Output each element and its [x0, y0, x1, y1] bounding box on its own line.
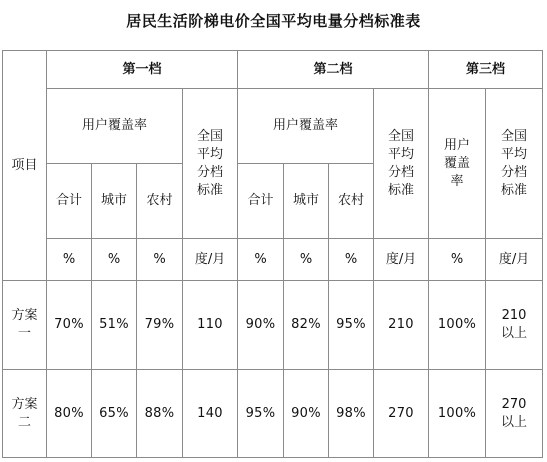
plan-2-tier-3-standard: 270以上: [501, 396, 528, 430]
subheader-row: [3, 89, 543, 164]
tier-3-standard-header: [486, 89, 543, 239]
table-cell: 95%: [238, 370, 284, 458]
unit-cell: 度/月: [183, 239, 238, 281]
tier-3-header: 第三档: [429, 51, 543, 89]
unit-cell: 度/月: [486, 239, 543, 281]
tier-3-standard-label: 全国平均分档标准: [501, 128, 528, 198]
tier-2-rural-header: 农村: [329, 164, 374, 239]
tier-1-standard-label: 全国平均分档标准: [196, 128, 223, 198]
table-row: [3, 281, 543, 370]
tier-1-coverage-header: 用户覆盖率: [47, 89, 183, 164]
table-cell: 100%: [429, 281, 486, 370]
table-cell: 100%: [429, 370, 486, 458]
tier-3-coverage-header: [429, 89, 486, 239]
plan-1-label: [3, 281, 47, 370]
unit-cell: %: [284, 239, 329, 281]
table-cell: 98%: [329, 370, 374, 458]
tier-1-total-header: 合计: [47, 164, 92, 239]
table-cell: 79%: [137, 281, 183, 370]
tier-3-coverage-label: 用户覆盖率: [444, 137, 471, 189]
unit-cell: %: [238, 239, 284, 281]
table-cell: 80%: [47, 370, 92, 458]
tier-2-header: 第二档: [238, 51, 429, 89]
table-cell: 82%: [284, 281, 329, 370]
tier-1-standard-header: [183, 89, 238, 239]
plan-2-label-text: 方案二: [11, 396, 38, 430]
plan-1-label-text: 方案一: [11, 308, 38, 341]
table-cell: 70%: [47, 281, 92, 370]
tier-2-standard-header: [374, 89, 429, 239]
unit-cell: %: [429, 239, 486, 281]
tier-header-row: [3, 51, 543, 89]
plan-1-tier-3-standard: 210以上: [501, 308, 528, 341]
unit-cell: 度/月: [374, 239, 429, 281]
unit-cell: %: [47, 239, 92, 281]
table-cell: [486, 281, 543, 370]
table-cell: [486, 370, 543, 458]
tier-1-rural-header: 农村: [137, 164, 183, 239]
tier-1-header: 第一档: [47, 51, 238, 89]
table-cell: 65%: [92, 370, 137, 458]
table-cell: 90%: [284, 370, 329, 458]
tier-2-coverage-header: 用户覆盖率: [238, 89, 374, 164]
tier-2-city-header: 城市: [284, 164, 329, 239]
table-cell: 270: [374, 370, 429, 458]
table-cell: 88%: [137, 370, 183, 458]
tier-1-city-header: 城市: [92, 164, 137, 239]
plan-2-label: [3, 370, 47, 458]
unit-cell: %: [137, 239, 183, 281]
table-title: 居民生活阶梯电价全国平均电量分档标准表: [126, 12, 421, 30]
table-cell: 140: [183, 370, 238, 458]
tier-2-total-header: 合计: [238, 164, 284, 239]
table-row: [3, 370, 543, 458]
table-cell: 210: [374, 281, 429, 370]
table-cell: 110: [183, 281, 238, 370]
item-header: 项目: [3, 51, 47, 281]
table-cell: 95%: [329, 281, 374, 370]
table-cell: 90%: [238, 281, 284, 370]
tier-2-standard-label: 全国平均分档标准: [388, 128, 415, 198]
table-cell: 51%: [92, 281, 137, 370]
unit-row: [3, 239, 543, 281]
unit-cell: %: [329, 239, 374, 281]
unit-cell: %: [92, 239, 137, 281]
tariff-table: [2, 50, 543, 458]
